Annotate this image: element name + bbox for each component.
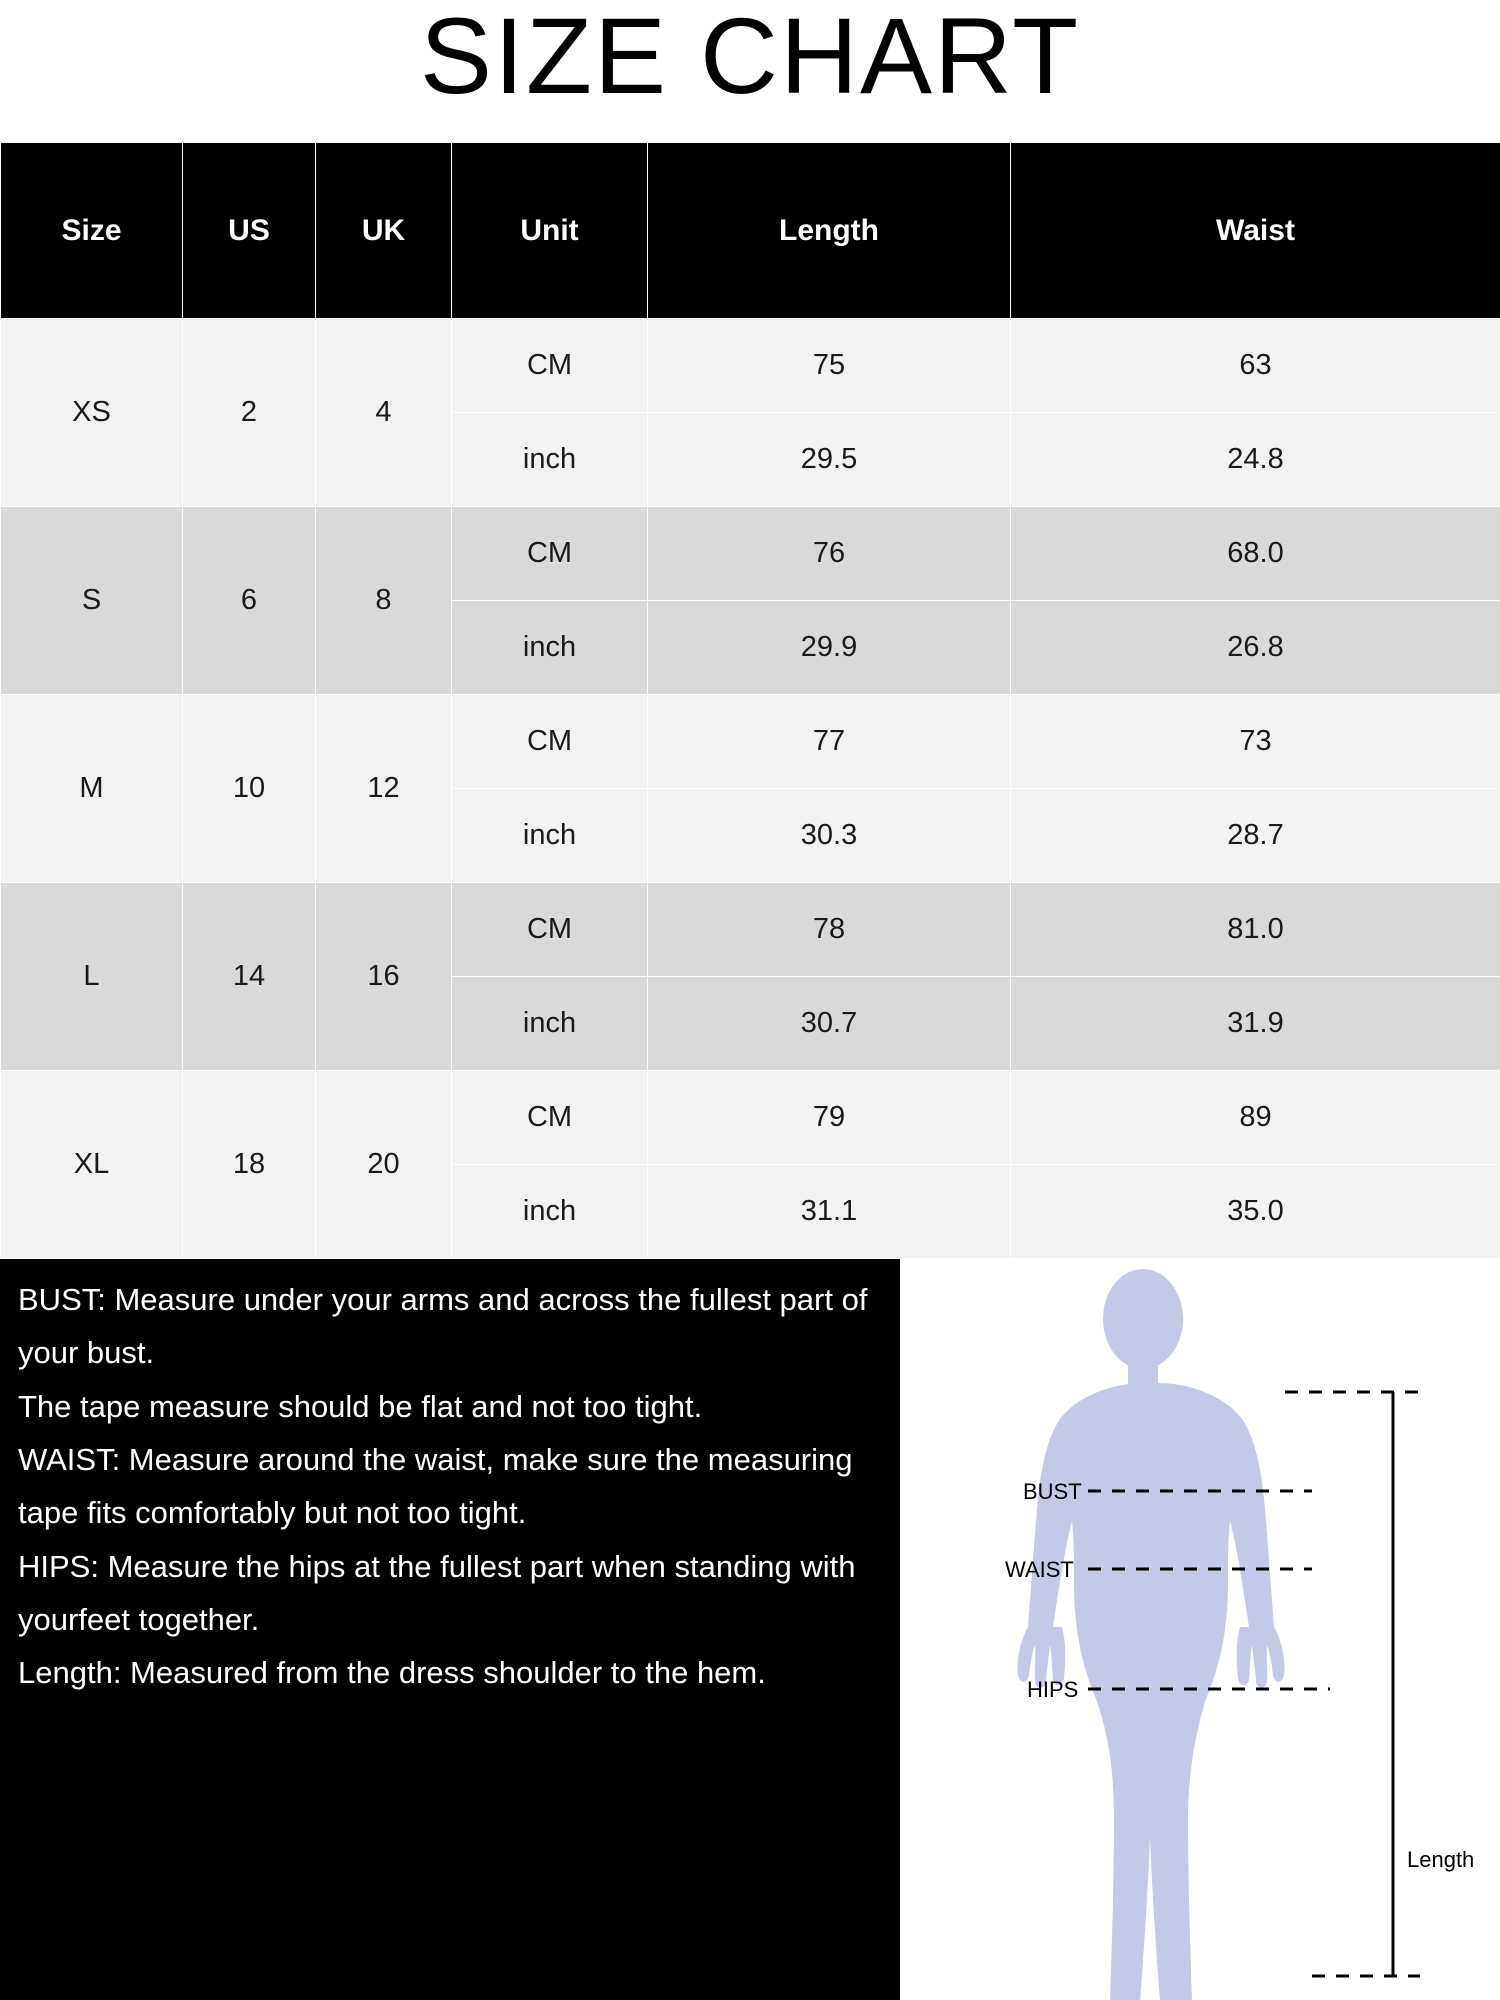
cell-waist: 89 [1011, 1071, 1500, 1165]
cell-unit: CM [452, 883, 648, 977]
cell-uk: 12 [316, 695, 452, 883]
instruction-hips: HIPS: Measure the hips at the fullest part when standing with yourfeet together. [18, 1548, 856, 1637]
cell-unit: inch [452, 789, 648, 883]
cell-us: 18 [183, 1071, 316, 1259]
cell-unit: inch [452, 977, 648, 1071]
page-title: SIZE CHART [419, 0, 1081, 116]
cell-length: 78 [648, 883, 1011, 977]
cell-unit: CM [452, 695, 648, 789]
cell-waist: 26.8 [1011, 601, 1500, 695]
cell-unit: CM [452, 1071, 648, 1165]
cell-waist: 24.8 [1011, 413, 1500, 507]
instruction-waist: WAIST: Measure around the waist, make sure the measuring tape fits comfortably but not too tight. [18, 1441, 853, 1531]
cell-uk: 16 [316, 883, 452, 1071]
cell-length: 79 [648, 1071, 1011, 1165]
cell-waist: 73 [1011, 695, 1500, 789]
table-row [1, 507, 1500, 601]
cell-size: XS [1, 319, 183, 507]
cell-size: M [1, 695, 183, 883]
cell-unit: inch [452, 1165, 648, 1259]
cell-us: 10 [183, 695, 316, 883]
table-row [1, 883, 1500, 977]
instruction-bust: BUST: Measure under your arms and across the fullest part of your bust. [18, 1282, 868, 1371]
cell-waist: 28.7 [1011, 789, 1500, 883]
cell-unit: CM [452, 507, 648, 601]
cell-unit: CM [452, 319, 648, 413]
cell-length: 77 [648, 695, 1011, 789]
column-header-us: US [183, 143, 316, 319]
cell-length: 30.3 [648, 789, 1011, 883]
cell-uk: 4 [316, 319, 452, 507]
table-header-row [1, 143, 1500, 319]
measurement-figure-panel [900, 1259, 1500, 2000]
table-header [1, 143, 1500, 319]
instruction-length: Length: Measured from the dress shoulder to the hem. [18, 1655, 766, 1691]
cell-length: 76 [648, 507, 1011, 601]
cell-length: 29.5 [648, 413, 1011, 507]
label-waist: WAIST [1005, 1557, 1074, 1582]
column-header-size: Size [1, 143, 183, 319]
column-header-waist: Waist [1011, 143, 1500, 319]
cell-waist: 68.0 [1011, 507, 1500, 601]
cell-length: 29.9 [648, 601, 1011, 695]
label-bust: BUST [1023, 1479, 1082, 1504]
label-length: Length [1407, 1847, 1475, 1872]
cell-length: 30.7 [648, 977, 1011, 1071]
cell-us: 6 [183, 507, 316, 695]
body-measurement-diagram [900, 1259, 1500, 2000]
table-row [1, 1071, 1500, 1165]
label-hips: HIPS [1027, 1677, 1079, 1702]
cell-unit: inch [452, 413, 648, 507]
cell-waist: 35.0 [1011, 1165, 1500, 1259]
column-header-unit: Unit [452, 143, 648, 319]
cell-waist: 63 [1011, 319, 1500, 413]
cell-waist: 31.9 [1011, 977, 1500, 1071]
cell-size: XL [1, 1071, 183, 1259]
female-silhouette-icon [1017, 1269, 1284, 2000]
cell-unit: inch [452, 601, 648, 695]
table-row [1, 319, 1500, 413]
cell-us: 2 [183, 319, 316, 507]
table-body [1, 319, 1500, 1259]
cell-length: 75 [648, 319, 1011, 413]
table-row [1, 695, 1500, 789]
cell-uk: 8 [316, 507, 452, 695]
cell-uk: 20 [316, 1071, 452, 1259]
cell-size: L [1, 883, 183, 1071]
measuring-instructions [0, 1259, 900, 2000]
column-header-length: Length [648, 143, 1011, 319]
cell-size: S [1, 507, 183, 695]
cell-waist: 81.0 [1011, 883, 1500, 977]
size-chart-table [0, 142, 1500, 1259]
cell-us: 14 [183, 883, 316, 1071]
column-header-uk: UK [316, 143, 452, 319]
instruction-tape: The tape measure should be flat and not too tight. [18, 1388, 703, 1424]
bottom-section [0, 1259, 1500, 2000]
cell-length: 31.1 [648, 1165, 1011, 1259]
